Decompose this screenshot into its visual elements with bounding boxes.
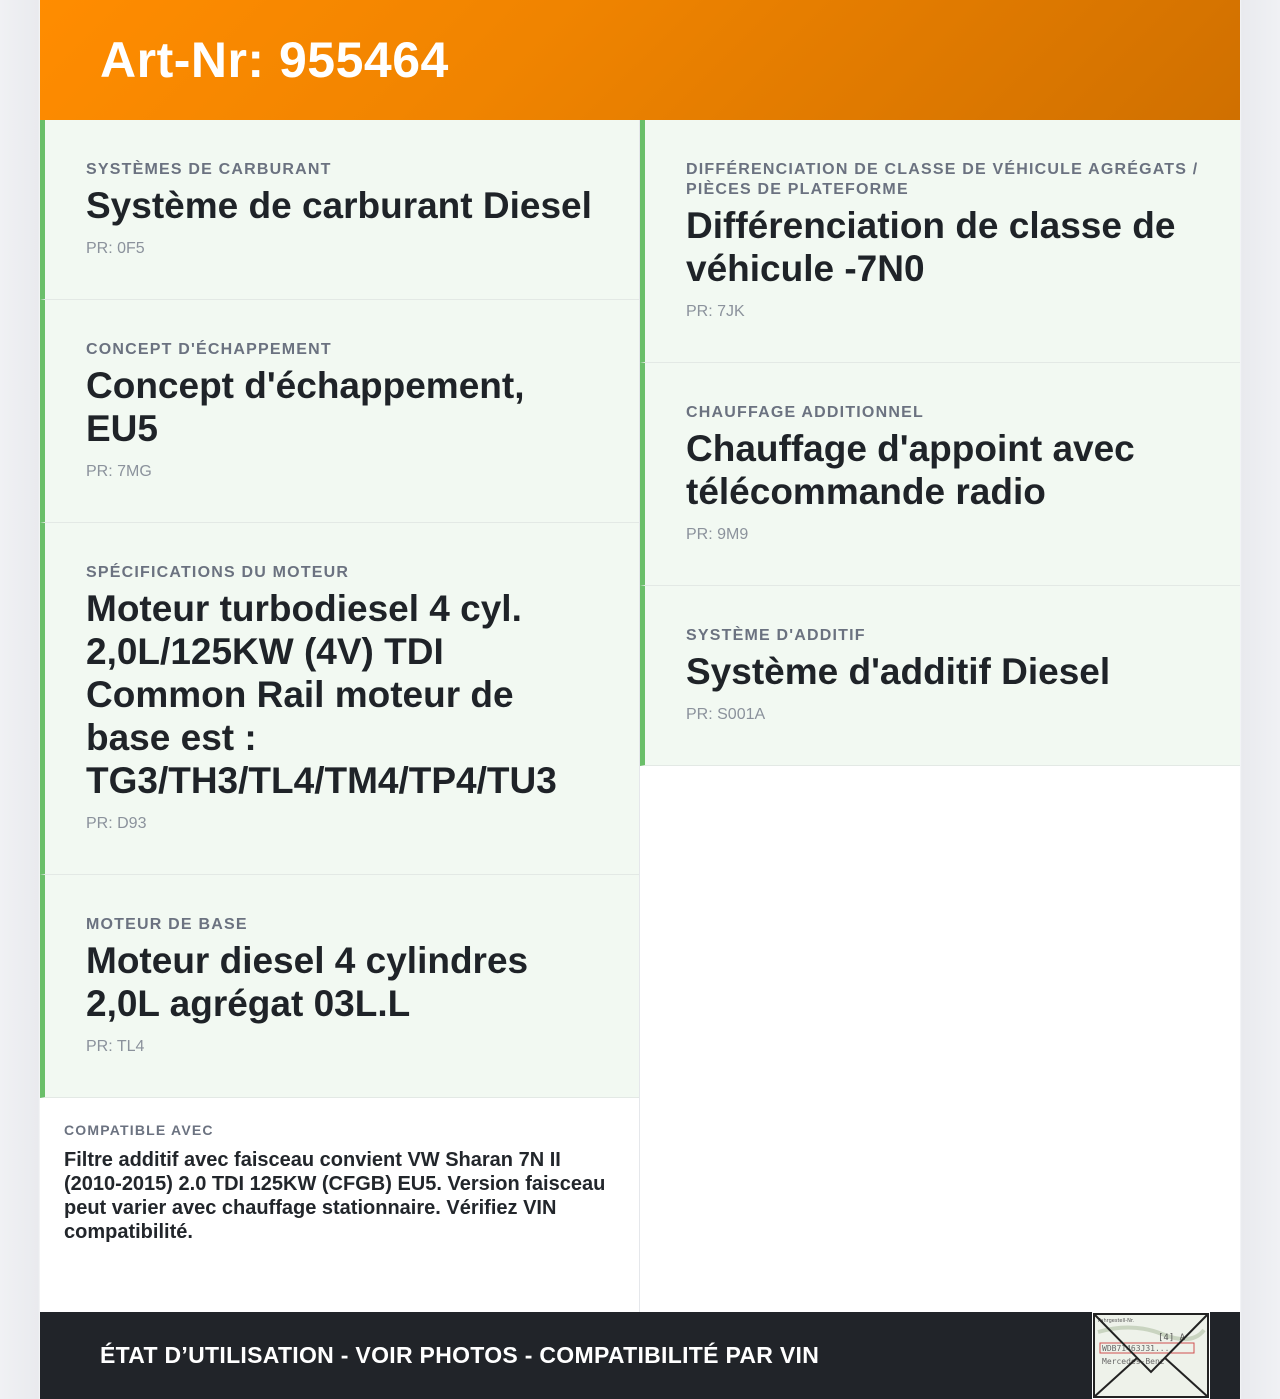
left-column [40, 120, 640, 1312]
footer-label: ÉTAT D’UTILISATION - VOIR PHOTOS - COMPATIBILITÉ PAR VIN [100, 1342, 820, 1368]
spec-pr-code: PR: 7JK [686, 303, 745, 320]
spec-pr-code: PR: S001A [686, 706, 766, 723]
spec-card-additive-system [640, 586, 1240, 766]
spec-pr-code: PR: 7MG [86, 463, 152, 480]
product-sheet [40, 0, 1240, 1399]
spec-pr-code: PR: 9M9 [686, 526, 749, 543]
compatibility-text: Filtre additif avec faisceau convient VW Sharan 7N II (2010-2015) 2.0 TDI 125KW (CFGB) EU5. Version faisceau peut varier avec chauffage stationnaire. Vérifiez VIN compatibilité. [64, 1149, 606, 1243]
header-banner [40, 0, 1240, 120]
spec-value: Différenciation de classe de véhicule -7N0 [686, 205, 1176, 289]
envelope-icon [1092, 1312, 1210, 1399]
spec-grid [40, 120, 1240, 1312]
spec-category: CONCEPT D'ÉCHAPPEMENT [86, 341, 332, 358]
footer-bar [40, 1312, 1240, 1399]
spec-card-vehicle-class [640, 120, 1240, 363]
spec-category: SYSTÈMES DE CARBURANT [86, 161, 332, 178]
spec-category: DIFFÉRENCIATION DE CLASSE DE VÉHICULE AGRÉGATS / PIÈCES DE PLATEFORME [686, 161, 1199, 198]
spec-card-base-engine [40, 875, 639, 1098]
compatibility-section [40, 1098, 639, 1312]
spec-card-exhaust [40, 300, 639, 523]
spec-category: SYSTÈME D'ADDITIF [686, 627, 866, 644]
spec-category: SPÉCIFICATIONS DU MOTEUR [86, 564, 350, 581]
spec-value: Moteur turbodiesel 4 cyl. 2,0L/125KW (4V) TDI Common Rail moteur de base est : TG3/TH3/TL4/TM4/TP4/TU3 [86, 588, 557, 801]
spec-value: Chauffage d'appoint avec télécommande radio [686, 428, 1135, 512]
spec-card-engine-specs [40, 523, 639, 875]
svg-text:WDB71463J31...: WDB71463J31... [1102, 1344, 1170, 1353]
spec-card-auxiliary-heating [640, 363, 1240, 586]
spec-pr-code: PR: D93 [86, 815, 147, 832]
svg-text:Fahrgestell-Nr.: Fahrgestell-Nr. [1098, 1318, 1135, 1324]
vin-document-envelope-image [1092, 1312, 1210, 1399]
spec-value: Concept d'échappement, EU5 [86, 365, 525, 449]
spec-pr-code: PR: 0F5 [86, 240, 145, 257]
svg-text:Mercedes-Benz: Mercedes-Benz [1102, 1357, 1165, 1366]
spec-value: Moteur diesel 4 cylindres 2,0L agrégat 03L.L [86, 940, 529, 1024]
article-number-title: Art-Nr: 955464 [100, 32, 449, 88]
compatibility-label: COMPATIBLE AVEC [64, 1122, 214, 1138]
spec-pr-code: PR: TL4 [86, 1038, 145, 1055]
spec-category: CHAUFFAGE ADDITIONNEL [686, 404, 924, 421]
right-column [640, 120, 1240, 1312]
spec-category: MOTEUR DE BASE [86, 916, 248, 933]
spec-card-fuel-system [40, 120, 639, 300]
spec-value: Système d'additif Diesel [686, 651, 1111, 692]
spec-value: Système de carburant Diesel [86, 185, 592, 226]
svg-text:[4] A: [4] A [1158, 1333, 1186, 1343]
